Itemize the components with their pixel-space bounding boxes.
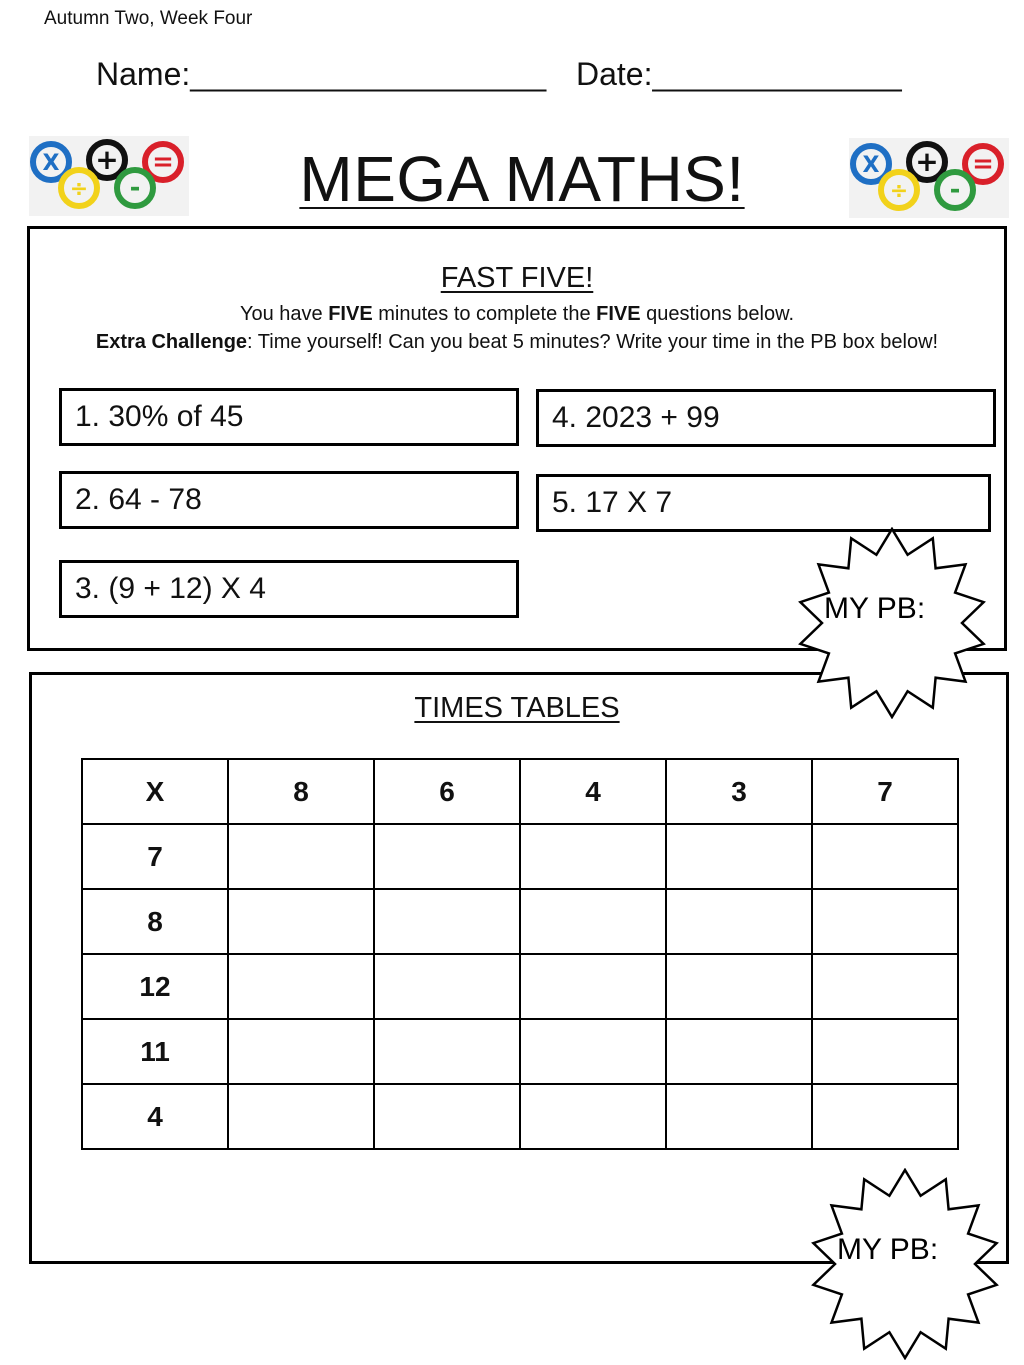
question-box-1[interactable] <box>59 388 519 446</box>
column-header: 7 <box>812 759 958 824</box>
extra-challenge-text <box>0 331 1024 354</box>
extra-challenge-label: Extra Challenge <box>95 331 248 353</box>
sym-div: ÷ <box>69 177 89 202</box>
row-header: 12 <box>82 954 228 1019</box>
answer-cell[interactable] <box>374 1084 520 1149</box>
answer-cell[interactable] <box>374 1019 520 1084</box>
instruction-text: You have <box>239 303 329 325</box>
times-table-grid <box>81 758 959 1150</box>
table-row <box>82 1084 958 1149</box>
fast-five-instruction <box>0 303 1024 326</box>
instruction-text: minutes to complete the <box>372 303 597 325</box>
sym-times: X <box>42 151 60 176</box>
maths-rings-logo-icon <box>29 136 189 216</box>
question-box-4[interactable] <box>536 389 996 447</box>
answer-cell[interactable] <box>520 954 666 1019</box>
column-header: 4 <box>520 759 666 824</box>
sym-equals: = <box>972 149 994 179</box>
table-row <box>82 1019 958 1084</box>
name-field-label[interactable]: Name:____________________ <box>96 56 547 92</box>
row-header: 8 <box>82 889 228 954</box>
instruction-text: questions below. <box>640 303 795 325</box>
column-header: 3 <box>666 759 812 824</box>
answer-cell[interactable] <box>812 889 958 954</box>
maths-rings-logo-icon <box>849 138 1009 218</box>
question-text: 3. (9 + 12) X 4 <box>75 572 266 605</box>
instruction-emphasis: FIVE <box>328 303 373 325</box>
sym-plus: + <box>95 143 119 176</box>
answer-cell[interactable] <box>228 824 374 889</box>
worksheet-subtitle: Autumn Two, Week Four <box>44 8 253 29</box>
extra-challenge-body: : Time yourself! Can you beat 5 minutes? Write your time in the PB box below! <box>247 331 939 353</box>
question-box-3[interactable] <box>59 560 519 618</box>
answer-cell[interactable] <box>374 889 520 954</box>
table-row <box>82 889 958 954</box>
answer-cell[interactable] <box>228 954 374 1019</box>
pb-starburst-2[interactable] <box>803 1168 1008 1360</box>
sym-div: ÷ <box>889 179 909 204</box>
answer-cell[interactable] <box>666 1019 812 1084</box>
answer-cell[interactable] <box>666 954 812 1019</box>
sym-minus: - <box>129 173 141 203</box>
answer-cell[interactable] <box>374 824 520 889</box>
answer-cell[interactable] <box>520 1019 666 1084</box>
instruction-emphasis: FIVE <box>596 303 641 325</box>
answer-cell[interactable] <box>812 954 958 1019</box>
answer-cell[interactable] <box>666 824 812 889</box>
row-header: 11 <box>82 1019 228 1084</box>
row-header: 7 <box>82 824 228 889</box>
question-box-2[interactable] <box>59 471 519 529</box>
sym-times: X <box>862 153 880 178</box>
question-text: 4. 2023 + 99 <box>552 401 720 434</box>
date-field-label[interactable]: Date:______________ <box>576 56 902 92</box>
column-header: 8 <box>228 759 374 824</box>
question-box-5[interactable] <box>536 474 991 532</box>
answer-cell[interactable] <box>666 889 812 954</box>
question-text: 1. 30% of 45 <box>75 400 244 433</box>
table-row <box>82 824 958 889</box>
answer-cell[interactable] <box>666 1084 812 1149</box>
table-row <box>82 954 958 1019</box>
answer-cell[interactable] <box>374 954 520 1019</box>
times-tables-title: TIMES TABLES <box>414 692 620 724</box>
answer-cell[interactable] <box>812 824 958 889</box>
question-text: 5. 17 X 7 <box>552 486 673 519</box>
answer-cell[interactable] <box>228 1084 374 1149</box>
fast-five-title: FAST FIVE! <box>440 262 594 294</box>
pb-label: MY PB: <box>837 1233 939 1266</box>
table-corner-cell: X <box>82 759 228 824</box>
answer-cell[interactable] <box>228 1019 374 1084</box>
answer-cell[interactable] <box>520 889 666 954</box>
question-text: 2. 64 - 78 <box>75 483 202 516</box>
pb-label: MY PB: <box>824 592 926 625</box>
row-header: 4 <box>82 1084 228 1149</box>
sym-minus: - <box>949 175 961 205</box>
answer-cell[interactable] <box>812 1019 958 1084</box>
answer-cell[interactable] <box>812 1084 958 1149</box>
answer-cell[interactable] <box>520 824 666 889</box>
pb-starburst-1[interactable] <box>790 527 995 719</box>
sym-plus: + <box>915 145 939 178</box>
answer-cell[interactable] <box>520 1084 666 1149</box>
answer-cell[interactable] <box>228 889 374 954</box>
page-title: MEGA MATHS! <box>299 143 745 215</box>
sym-equals: = <box>152 147 174 177</box>
table-header-row <box>82 759 958 824</box>
column-header: 6 <box>374 759 520 824</box>
